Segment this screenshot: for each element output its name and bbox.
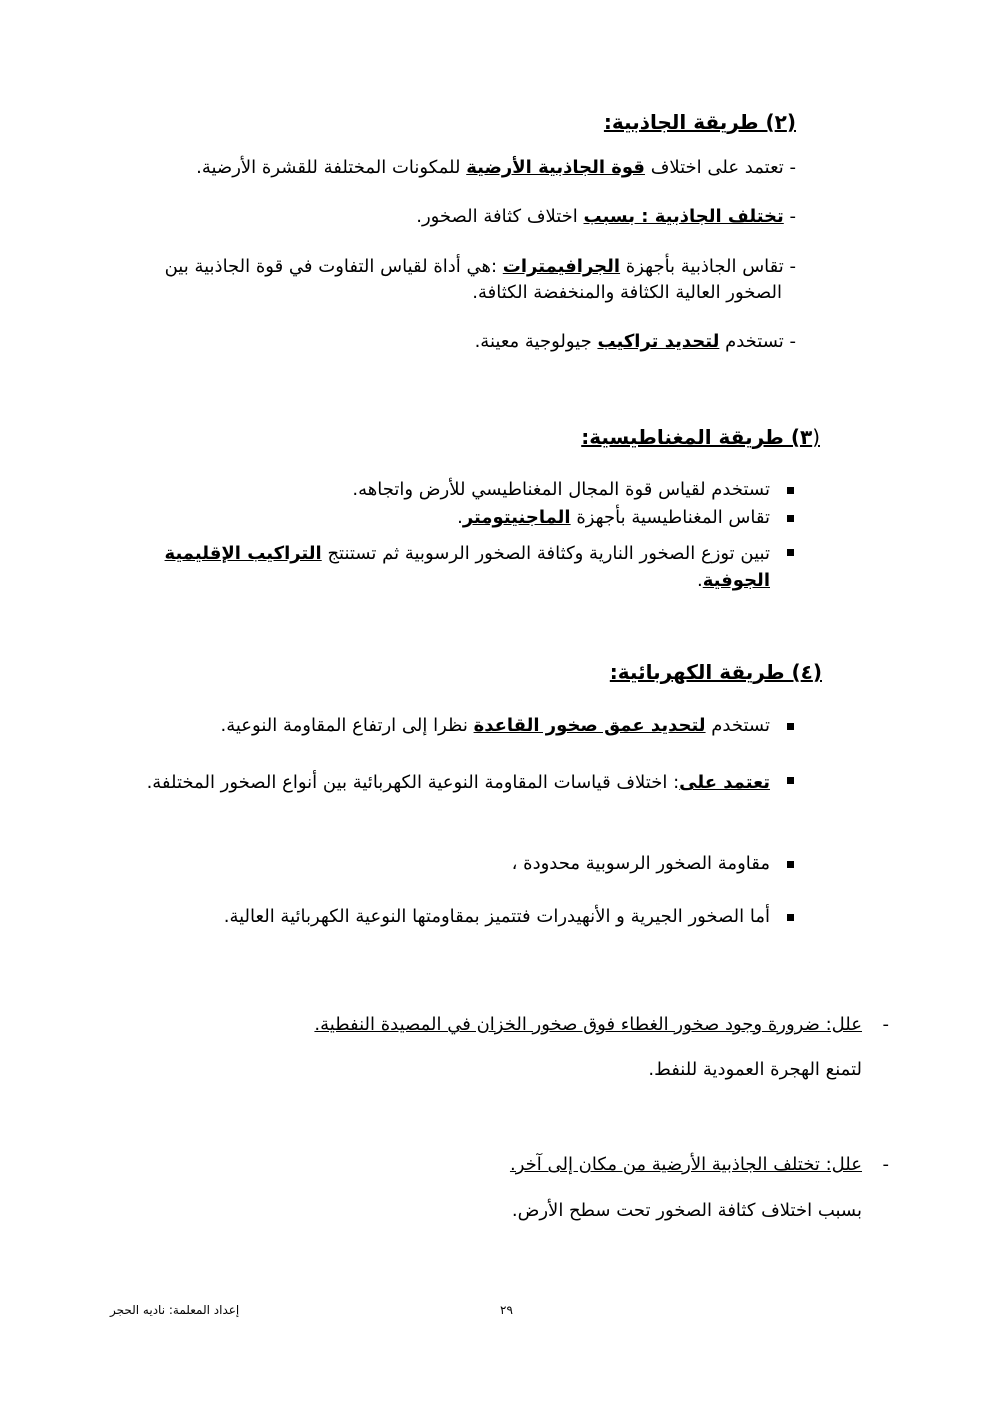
gravity-term-varies: تختلف الجاذبية : بسبب xyxy=(583,206,784,227)
section-title-electric: (٤) طريقة الكهربائية: xyxy=(609,660,822,684)
gravity-paragraph-3-line-2: الصخور العالية الكثافة والمنخفضة الكثافة. xyxy=(472,282,782,303)
footer-author: إعداد المعلمة: ناديه الحجر xyxy=(110,1303,240,1317)
electric-bullet-4: أما الصخور الجيرية و الأنهيدرات فتتميز بمقاومتها النوعية الكهربائية العالية. xyxy=(114,905,794,929)
gravity-term-gravimeters: الجرافيمترات xyxy=(502,256,621,277)
square-bullet-icon xyxy=(787,723,794,730)
gravity-paragraph-1: - تعتمد على اختلاف قوة الجاذبية الأرضية للمكونات المختلفة للقشرة الأرضية. xyxy=(196,157,796,178)
question-1-dash: - xyxy=(882,1014,889,1035)
gravity-paragraph-2: - تختلف الجاذبية : بسبب اختلاف كثافة الصخور. xyxy=(416,206,796,227)
square-bullet-icon xyxy=(787,914,794,921)
square-bullet-icon xyxy=(787,777,794,784)
gravity-paragraph-3: - تقاس الجاذبية بأجهزة الجرافيمترات :هي أداة لقياس التفاوت في قوة الجاذبية بين xyxy=(164,256,796,277)
answer-1: لتمنع الهجرة العمودية للنفط. xyxy=(648,1059,862,1080)
square-bullet-icon xyxy=(787,861,794,868)
question-2-dash: - xyxy=(882,1154,889,1175)
gravity-term-earth-gravity: قوة الجاذبية الأرضية xyxy=(466,157,645,178)
electric-bullet-1: تستخدم لتحديد عمق صخور القاعدة نظرا إلى ارتفاع المقاومة النوعية. xyxy=(164,714,794,738)
electric-bullet-2: تعتمد على: اختلاف قياسات المقاومة النوعية الكهربائية بين أنواع الصخور المختلفة. xyxy=(134,768,794,798)
magnetic-term-magnetometer: الماجنيتومتر xyxy=(462,507,571,528)
magnetic-bullet-1: تستخدم لقياس قوة المجال المغناطيسي للأرض واتجاهه. xyxy=(174,478,794,502)
magnetic-term-regional-structures: التراكيب الإقليمية الجوفية xyxy=(164,543,770,591)
answer-2: بسبب اختلاف كثافة الصخور تحت سطح الأرض. xyxy=(511,1200,862,1221)
electric-term-depends-on: تعتمد على xyxy=(679,772,770,793)
electric-term-basement-depth: لتحديد عمق صخور القاعدة xyxy=(473,715,706,736)
magnetic-bullet-2: تقاس المغناطيسية بأجهزة الماجنيتومتر. xyxy=(174,506,794,530)
page-number: ٢٩ xyxy=(500,1303,513,1317)
question-1: علل: ضرورة وجود صخور الغطاء فوق صخور الخزان في المصيدة النفطية. xyxy=(314,1014,862,1035)
section-title-gravity: (٢) طريقة الجاذبية: xyxy=(603,110,796,134)
square-bullet-icon xyxy=(787,487,794,494)
gravity-paragraph-4: - تستخدم لتحديد تراكيب جيولوجية معينة. xyxy=(474,331,796,352)
electric-bullet-3: مقاومة الصخور الرسوبية محدودة ، xyxy=(174,852,794,876)
question-2: علل: تختلف الجاذبية الأرضية من مكان إلى آخر. xyxy=(509,1154,862,1175)
square-bullet-icon xyxy=(787,549,794,556)
section-title-magnetic: (٣) طريقة المغناطيسية: xyxy=(581,425,820,449)
magnetic-bullet-3: تبين توزع الصخور النارية وكثافة الصخور الرسوبية ثم تستنتج التراكيب الإقليمية الجوفية. xyxy=(164,540,794,594)
square-bullet-icon xyxy=(787,515,794,522)
gravity-term-structures: لتحديد تراكيب xyxy=(597,331,720,352)
